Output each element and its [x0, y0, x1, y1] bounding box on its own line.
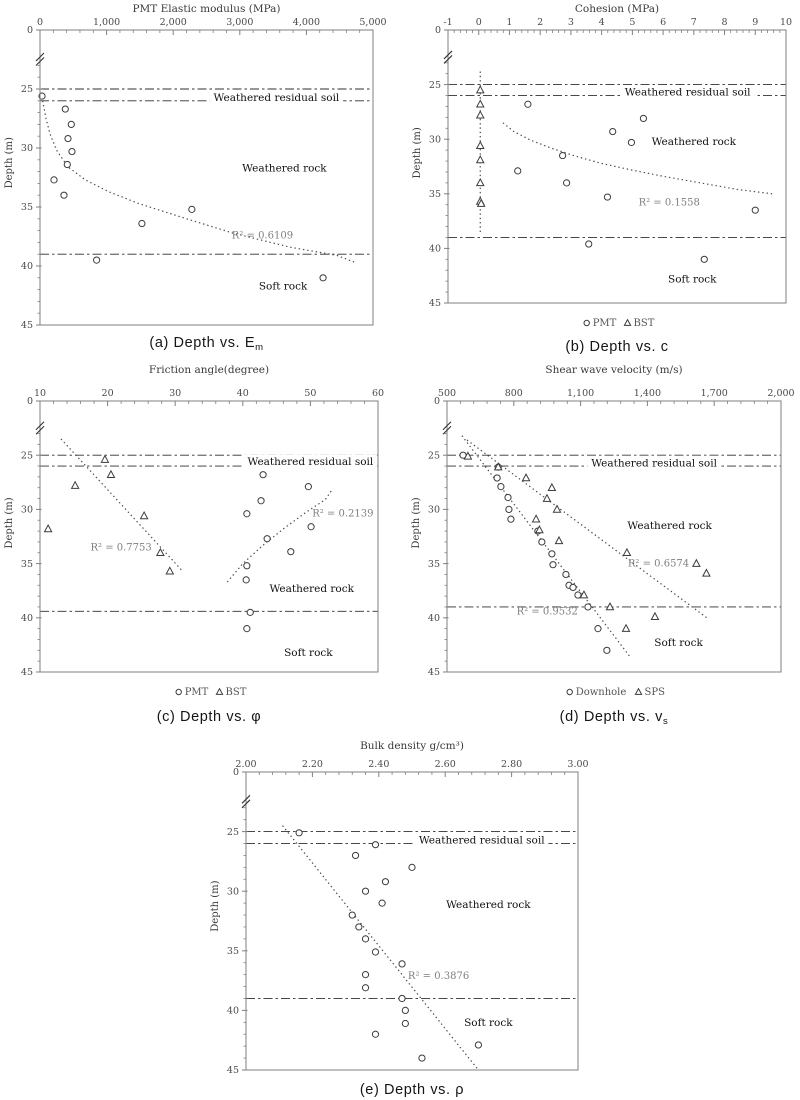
x-tick-label: 2.80 [501, 759, 523, 770]
data-point-circle [585, 604, 591, 610]
x-tick-label: 2.40 [368, 759, 390, 770]
data-point-triangle [166, 567, 173, 574]
y-tick-label: 30 [20, 504, 33, 516]
y-tick-label: 45 [20, 667, 33, 679]
data-point-triangle [477, 156, 484, 163]
y-tick-label: 45 [427, 667, 440, 679]
x-tick-label: 10 [33, 388, 47, 399]
data-point-triangle [477, 142, 484, 149]
legend-label: SPS [644, 687, 665, 698]
x-tick-label: 4 [598, 17, 605, 28]
x-tick-label: 4,000 [292, 17, 321, 28]
data-point-circle [515, 168, 521, 174]
data-point-circle [362, 936, 368, 942]
layer-label: Weathered rock [269, 583, 354, 596]
x-tick-label: 50 [304, 388, 317, 399]
x-tick-label: 2 [537, 17, 544, 28]
y-tick-label: 45 [428, 298, 441, 310]
x-tick-label: 1,700 [700, 388, 728, 399]
r-squared-annotation: R² = 0.7753 [90, 542, 152, 554]
data-point-circle [628, 139, 634, 145]
y-tick-label: 0 [434, 25, 441, 37]
chart-depth-vs-friction-angle [0, 360, 400, 740]
layer-label: Soft rock [654, 637, 703, 650]
x-tick-label: -1 [443, 17, 453, 28]
layer-label: Weathered residual soil [418, 834, 545, 847]
plot-frame [447, 401, 781, 672]
data-point-circle [352, 852, 358, 858]
data-point-circle [610, 128, 616, 134]
x-tick-label: 2,000 [159, 17, 187, 28]
legend-label: BST [633, 318, 655, 329]
layer-label: Weathered residual soil [624, 86, 751, 99]
chart-depth-vs-shear-wave-velocity [400, 360, 800, 740]
data-point-circle [752, 207, 758, 213]
plot-frame [40, 401, 378, 672]
data-point-circle [305, 484, 311, 490]
data-point-triangle [555, 537, 562, 544]
depth-axis-label: Depth (m) [412, 127, 423, 179]
data-point-circle [382, 879, 388, 885]
layer-label: Weathered residual soil [591, 457, 717, 470]
y-tick-label: 40 [427, 613, 440, 624]
data-point-triangle [72, 482, 79, 489]
x-tick-label: 2.60 [434, 759, 456, 770]
data-point-triangle [622, 625, 629, 632]
data-point-circle [349, 912, 355, 918]
data-point-triangle [477, 111, 484, 118]
layer-label: Soft rock [258, 280, 308, 293]
y-tick-label: 30 [428, 134, 441, 146]
data-point-circle [586, 241, 592, 247]
data-point-circle [356, 924, 362, 930]
data-point-circle [563, 571, 569, 577]
y-tick-label: 30 [226, 886, 239, 898]
data-point-circle [372, 1031, 378, 1037]
chart-caption: (c) Depth vs. φ [156, 709, 262, 725]
chart-depth-vs-bulk-density [180, 740, 620, 1100]
data-point-triangle [141, 512, 148, 519]
data-point-triangle [703, 569, 710, 576]
data-point-circle [640, 115, 646, 121]
data-point-circle [402, 1007, 408, 1013]
x-tick-label: 9 [752, 17, 759, 28]
data-point-circle [539, 539, 545, 545]
data-point-circle [296, 830, 302, 836]
trend-line [283, 826, 479, 1070]
data-point-triangle [216, 689, 222, 695]
layer-label: Soft rock [464, 1016, 513, 1029]
legend-label: PMT [184, 687, 209, 698]
data-point-circle [362, 888, 368, 894]
data-point-circle [264, 536, 270, 542]
y-tick-label: 25 [20, 450, 33, 462]
x-axis-title: Cohesion (MPa) [574, 3, 660, 15]
data-point-circle [567, 689, 572, 694]
y-tick-label: 45 [226, 1065, 239, 1077]
data-point-circle [402, 1020, 408, 1026]
y-tick-label: 30 [20, 143, 33, 155]
chart-c-canvas [0, 360, 400, 740]
r-squared-annotation: R² = 0.6109 [231, 230, 294, 242]
data-point-circle [308, 524, 314, 530]
layer-label: Weathered rock [627, 520, 712, 533]
legend-label: BST [225, 687, 247, 698]
y-tick-label: 0 [232, 767, 239, 779]
data-point-circle [525, 101, 531, 107]
data-point-circle [247, 609, 253, 615]
x-tick-label: 0 [475, 17, 482, 28]
y-tick-label: 40 [428, 243, 441, 255]
data-point-circle [506, 506, 512, 512]
data-point-triangle [623, 549, 630, 556]
layer-label: Soft rock [284, 646, 333, 659]
r-squared-annotation: R² = 0.6574 [627, 558, 690, 570]
data-point-triangle [553, 506, 560, 513]
data-point-circle [399, 995, 405, 1001]
data-point-circle [498, 484, 504, 490]
x-tick-label: 1,400 [633, 388, 662, 399]
x-tick-label: 3 [567, 17, 574, 28]
r-squared-annotation: R² = 0.1558 [638, 197, 700, 209]
x-axis-title: Friction angle(degree) [148, 364, 270, 376]
data-point-circle [701, 256, 707, 262]
depth-axis-label: Depth (m) [4, 137, 15, 189]
data-point-circle [549, 551, 555, 557]
data-point-circle [244, 511, 250, 517]
y-tick-label: 35 [226, 946, 239, 957]
data-point-circle [260, 472, 266, 478]
x-tick-label: 500 [437, 388, 457, 399]
data-point-circle [399, 961, 405, 967]
y-tick-label: 25 [226, 826, 239, 838]
data-point-triangle [543, 495, 550, 502]
data-point-triangle [548, 484, 555, 491]
data-point-circle [64, 161, 70, 167]
data-point-triangle [635, 689, 641, 695]
data-point-circle [65, 135, 71, 141]
y-tick-label: 40 [20, 613, 33, 624]
data-point-circle [69, 148, 75, 154]
data-point-circle [595, 626, 601, 632]
x-tick-label: 1,100 [566, 388, 595, 399]
data-point-triangle [101, 456, 108, 463]
data-point-triangle [606, 603, 613, 610]
depth-axis-label: Depth (m) [210, 880, 221, 932]
data-point-circle [505, 494, 511, 500]
data-point-circle [68, 121, 74, 127]
layer-label: Weathered rock [446, 898, 531, 911]
x-tick-label: 2,000 [767, 388, 795, 399]
chart-depth-vs-cohesion [400, 0, 800, 360]
x-tick-label: 6 [660, 17, 667, 28]
data-point-circle [243, 577, 249, 583]
data-point-circle [494, 475, 500, 481]
chart-caption: (d) Depth vs. $v_s$ [559, 709, 669, 727]
data-point-circle [560, 152, 566, 158]
data-point-circle [176, 689, 181, 694]
x-tick-label: 1,000 [92, 17, 121, 28]
legend-label: PMT [592, 318, 617, 329]
trend-line [43, 101, 355, 263]
data-point-triangle [477, 100, 484, 107]
y-tick-label: 25 [428, 79, 441, 91]
x-axis-title: Shear wave velocity (m/s) [545, 364, 683, 376]
x-tick-label: 3,000 [226, 17, 254, 28]
y-tick-label: 0 [26, 396, 33, 408]
layer-label: Weathered residual soil [247, 456, 374, 469]
y-tick-label: 35 [20, 558, 33, 570]
data-point-triangle [45, 525, 52, 532]
data-point-circle [94, 257, 100, 263]
data-point-circle [575, 592, 581, 598]
data-point-circle [61, 192, 67, 198]
y-tick-label: 0 [433, 396, 440, 408]
data-point-circle [51, 177, 57, 183]
x-tick-label: 10 [779, 17, 793, 28]
data-point-circle [584, 320, 589, 325]
plot-frame [448, 30, 786, 303]
y-tick-label: 40 [226, 1005, 239, 1017]
data-point-triangle [107, 471, 114, 478]
data-point-circle [362, 972, 368, 978]
legend-label: Downhole [575, 687, 627, 698]
y-tick-label: 40 [20, 261, 33, 273]
chart-a-canvas [0, 0, 400, 360]
data-point-triangle [533, 515, 540, 522]
chart-caption: (e) Depth vs. ρ [359, 1082, 465, 1098]
data-point-triangle [477, 179, 484, 186]
data-point-circle [244, 626, 250, 632]
chart-b-canvas [400, 0, 800, 360]
data-point-circle [419, 1055, 425, 1061]
plot-frame [246, 772, 578, 1070]
data-point-circle [564, 180, 570, 186]
data-point-circle [508, 516, 514, 522]
x-tick-label: 60 [371, 388, 385, 399]
y-tick-label: 0 [26, 25, 33, 37]
data-point-circle [604, 194, 610, 200]
data-point-circle [139, 220, 145, 226]
r-squared-annotation: R² = 0.2139 [312, 508, 374, 520]
data-point-circle [372, 842, 378, 848]
y-tick-label: 25 [427, 450, 440, 462]
chart-d-canvas [400, 360, 800, 740]
y-tick-label: 25 [20, 84, 33, 96]
x-tick-label: 800 [504, 388, 523, 399]
chart-e-canvas [180, 740, 620, 1100]
data-point-circle [372, 949, 378, 955]
x-tick-label: 5,000 [359, 17, 387, 28]
x-axis-title: Bulk density g/cm³) [360, 740, 464, 752]
x-tick-label: 1 [506, 17, 513, 28]
trend-line [503, 123, 772, 194]
data-point-triangle [624, 320, 630, 326]
data-point-circle [189, 206, 195, 212]
x-tick-label: 30 [169, 388, 182, 399]
y-tick-label: 45 [20, 320, 33, 332]
depth-axis-label: Depth (m) [4, 497, 15, 549]
y-tick-label: 35 [428, 189, 441, 200]
r-squared-annotation: R² = 0.3876 [407, 970, 470, 982]
data-point-circle [379, 900, 385, 906]
depth-axis-label: Depth (m) [411, 497, 422, 549]
data-point-circle [244, 563, 250, 569]
x-tick-label: 5 [629, 17, 636, 28]
x-tick-label: 20 [101, 388, 114, 399]
layer-label: Weathered rock [651, 135, 737, 148]
data-point-circle [62, 106, 68, 112]
x-axis-title: PMT Elastic modulus (MPa) [132, 3, 281, 15]
data-point-circle [409, 864, 415, 870]
data-point-circle [362, 985, 368, 991]
data-point-triangle [651, 613, 658, 620]
data-point-triangle [693, 560, 700, 567]
x-tick-label: 2.20 [301, 759, 323, 770]
layer-label: Weathered residual soil [213, 91, 340, 104]
data-point-circle [288, 549, 294, 555]
data-point-circle [258, 498, 264, 504]
y-tick-label: 35 [20, 202, 33, 214]
chart-depth-vs-em [0, 0, 400, 360]
x-tick-label: 40 [236, 388, 249, 399]
data-point-circle [320, 275, 326, 281]
data-point-circle [550, 562, 556, 568]
data-point-circle [604, 647, 610, 653]
x-tick-label: 7 [690, 17, 697, 28]
y-tick-label: 30 [427, 504, 440, 516]
y-tick-label: 35 [427, 558, 440, 570]
data-point-triangle [477, 86, 484, 93]
data-point-circle [475, 1042, 481, 1048]
x-tick-label: 0 [36, 17, 44, 28]
x-tick-label: 8 [721, 17, 728, 28]
x-tick-label: 2.00 [235, 759, 257, 770]
chart-caption: (a) Depth vs. $E_m$ [149, 335, 264, 353]
data-point-circle [570, 584, 576, 590]
layer-label: Soft rock [668, 273, 717, 286]
layer-label: Weathered rock [242, 162, 327, 175]
trend-line [227, 490, 332, 582]
data-point-triangle [522, 474, 529, 481]
chart-caption: (b) Depth vs. c [565, 339, 669, 355]
r-squared-annotation: R² = 0.9532 [516, 606, 578, 618]
x-tick-label: 3.00 [567, 759, 589, 770]
